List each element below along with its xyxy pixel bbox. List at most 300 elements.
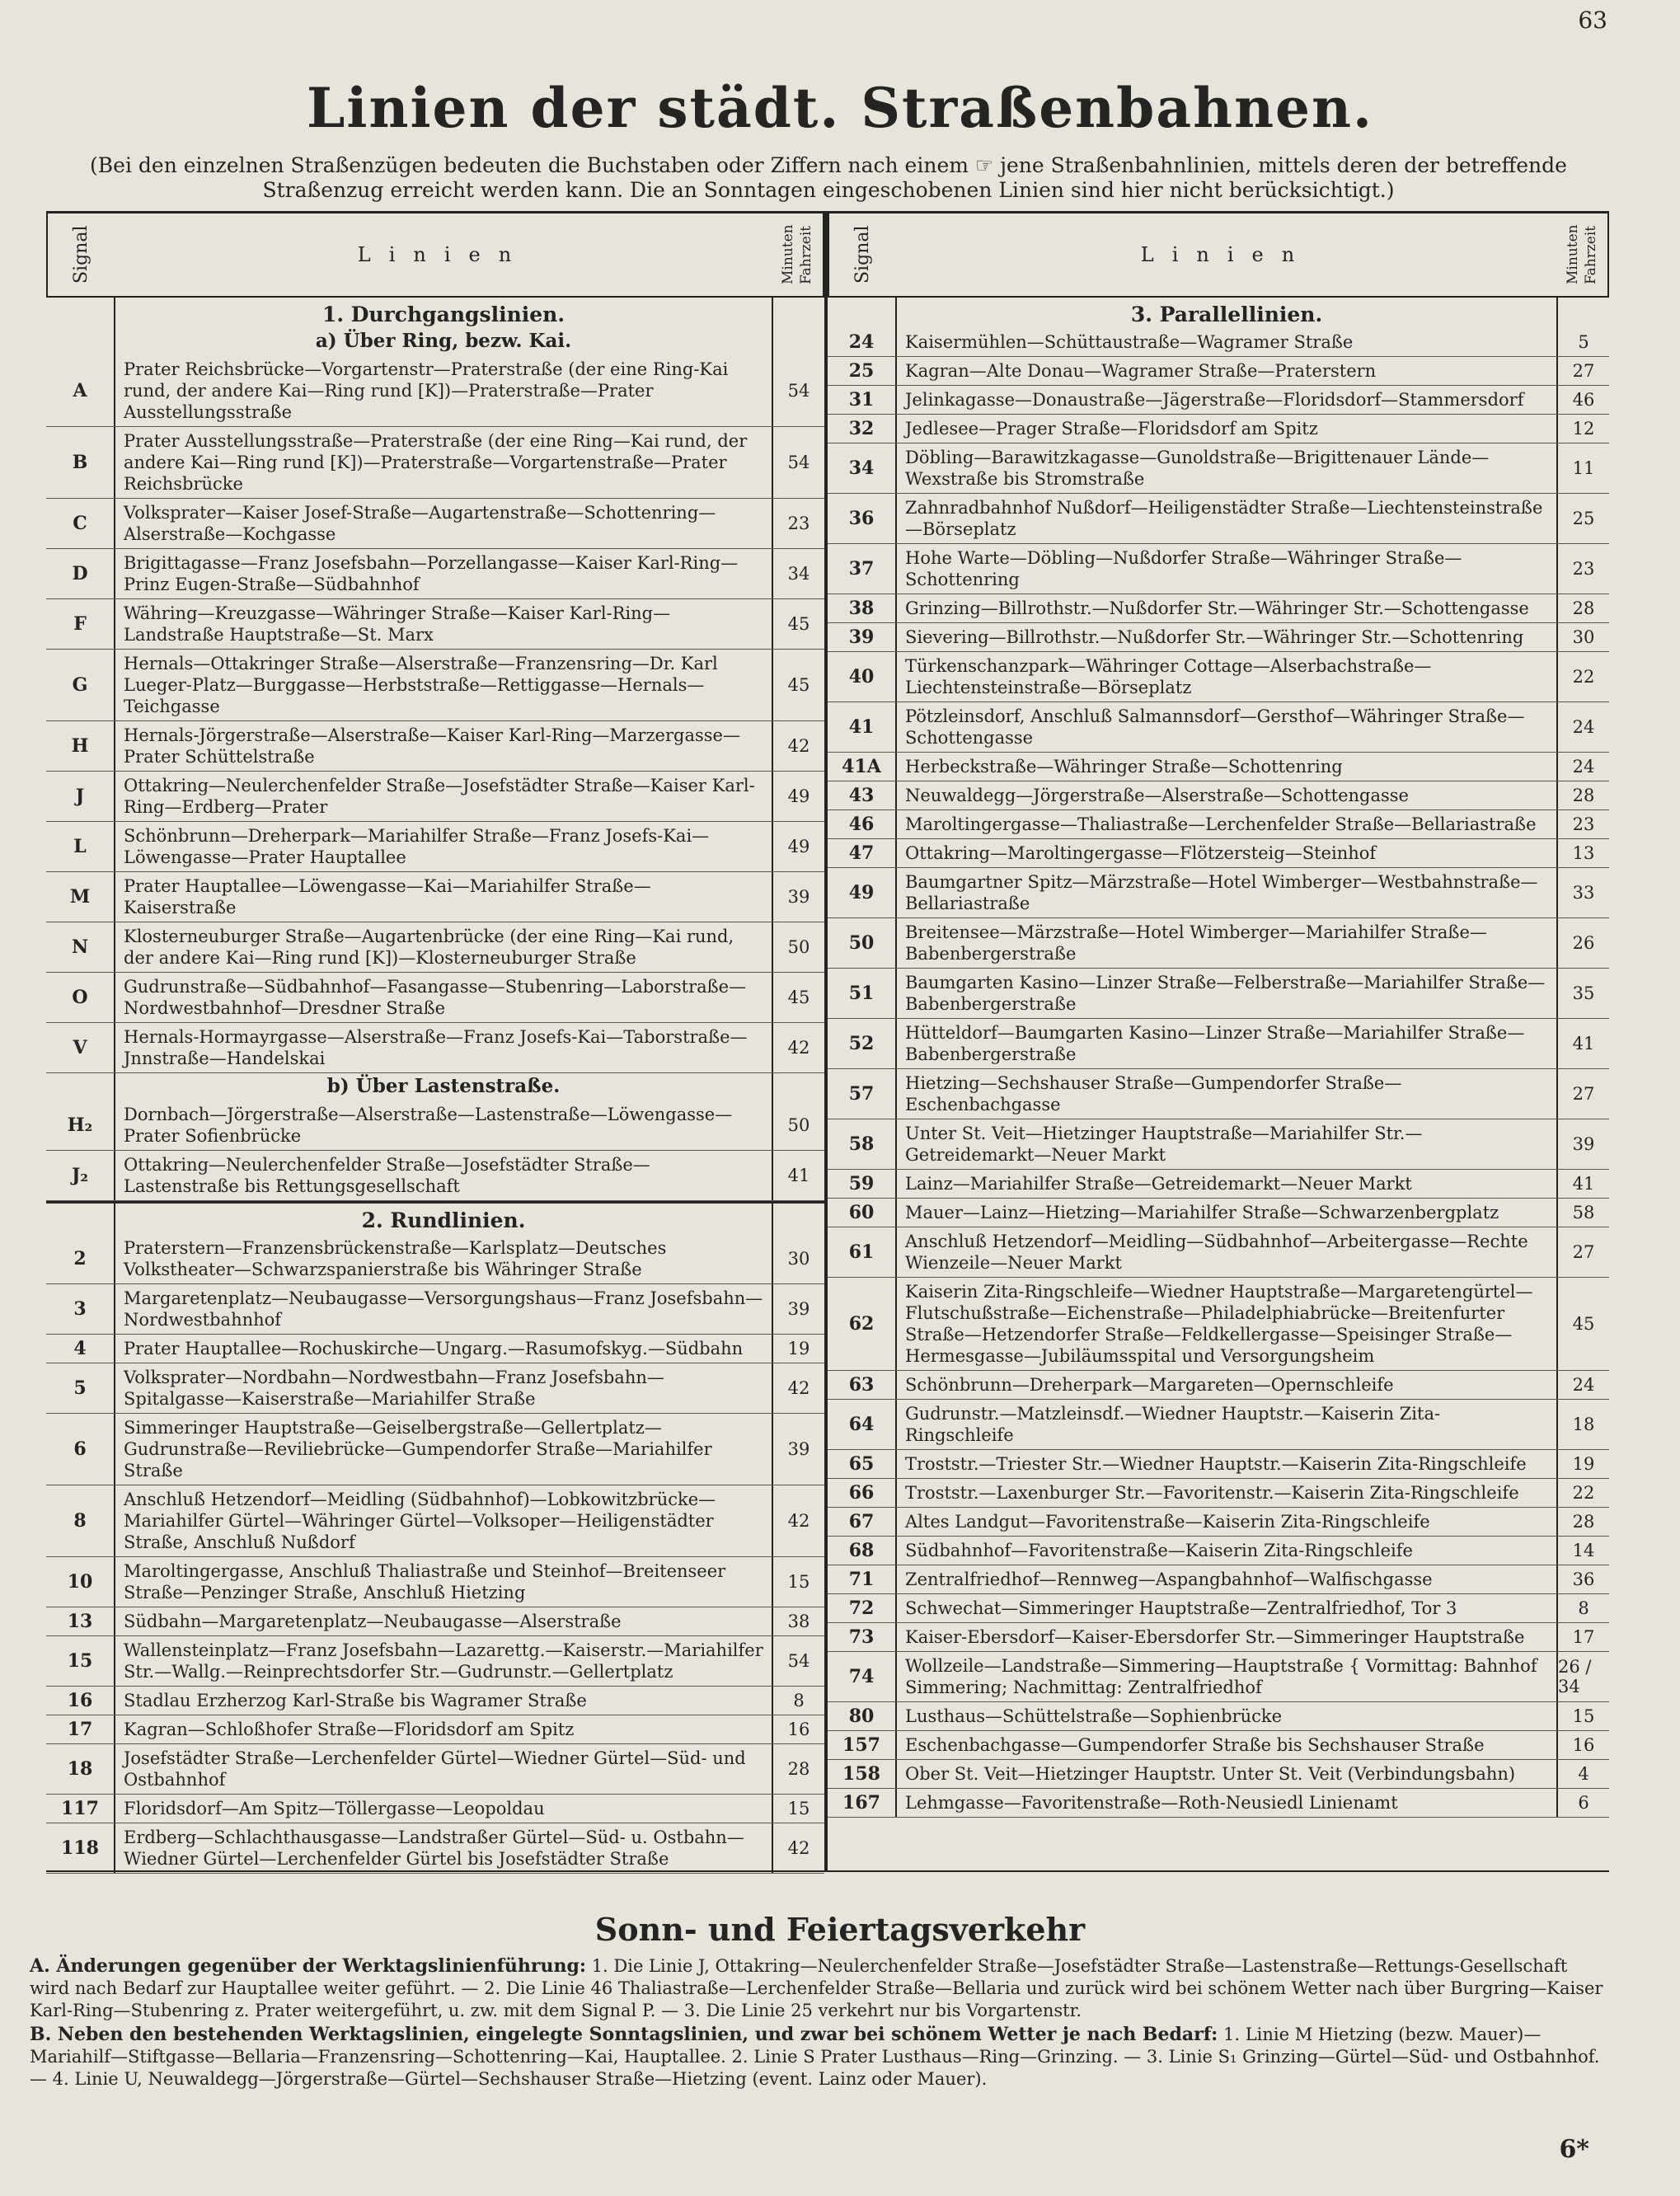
subsection-heading: b) Über Lastenstraße. bbox=[326, 1075, 561, 1097]
line-minutes: 15 bbox=[772, 1557, 824, 1607]
line-route: Hernals-Jörgerstraße—Alserstraße—Kaiser Karl-Ring—Marzergasse—Prater Schüttelstraße bbox=[124, 725, 740, 767]
table-row bbox=[828, 1199, 1609, 1227]
line-route: Schönbrunn—Dreherpark—Margareten—Opernschleife bbox=[905, 1375, 1394, 1395]
page-number: 63 bbox=[1578, 7, 1607, 34]
table-row bbox=[828, 753, 1609, 781]
line-route: Herbeckstraße—Währinger Straße—Schottenring bbox=[905, 757, 1343, 777]
line-route: Ottakring—Neulerchenfelder Straße—Josefstädter Straße—Kaiser Karl-Ring—Erdberg—Prater bbox=[124, 776, 755, 817]
table-row bbox=[46, 1557, 824, 1607]
line-route: Grinzing—Billrothstr.—Nußdorfer Str.—Währinger Str.—Schottengasse bbox=[905, 598, 1529, 618]
line-minutes: 8 bbox=[1556, 1594, 1609, 1622]
line-signal: 25 bbox=[828, 357, 897, 385]
line-route: Maroltingergasse—Thaliastraße—Lerchenfelder Straße—Bellariastraße bbox=[905, 814, 1537, 834]
line-signal: 6 bbox=[46, 1414, 115, 1485]
line-minutes: 30 bbox=[1556, 623, 1609, 651]
line-minutes: 23 bbox=[1556, 544, 1609, 594]
table-row bbox=[828, 1450, 1609, 1479]
line-route: Kaiserin Zita-Ringschleife—Wiedner Hauptstraße—Margaretengürtel—Flutschußstraße—Eichenstraße—Philadelphiabrücke—Breitenfurter Straße—Hetzendorfer Straße—Feldkellergasse—Speisinger Straße—Hermesgasse—Jubiläumsspital und Versorgungsheim bbox=[905, 1282, 1533, 1366]
header-minuten: Minuten Fahrzeit bbox=[1556, 214, 1609, 296]
line-route: Jelinkagasse—Donaustraße—Jägerstraße—Floridsdorf—Stammersdorf bbox=[905, 390, 1524, 410]
line-route: Südbahnhof—Favoritenstraße—Kaiserin Zita-Ringschleife bbox=[905, 1541, 1413, 1560]
line-signal: 158 bbox=[828, 1760, 897, 1788]
header-signal: Signal bbox=[46, 214, 115, 296]
table-row bbox=[46, 1151, 824, 1201]
section-heading-row bbox=[46, 1204, 824, 1234]
table-row bbox=[828, 1019, 1609, 1069]
table-row bbox=[828, 594, 1609, 623]
line-signal: 32 bbox=[828, 415, 897, 443]
line-signal: V bbox=[46, 1023, 115, 1072]
table-row bbox=[46, 1744, 824, 1795]
line-route: Ober St. Veit—Hietzinger Hauptstr. Unter St. Veit (Verbindungsbahn) bbox=[905, 1764, 1516, 1784]
line-minutes: 12 bbox=[1556, 415, 1609, 443]
line-minutes: 28 bbox=[772, 1744, 824, 1794]
line-route: Baumgarten Kasino—Linzer Straße—Felberstraße—Mariahilfer Straße—Babenbergerstraße bbox=[905, 973, 1546, 1014]
line-signal: 49 bbox=[828, 868, 897, 917]
line-signal: H₂ bbox=[46, 1100, 115, 1150]
line-route: Pötzleinsdorf, Anschluß Salmannsdorf—Gersthof—Währinger Straße—Schottengasse bbox=[905, 706, 1525, 748]
line-signal: 41 bbox=[828, 702, 897, 752]
line-signal: 39 bbox=[828, 623, 897, 651]
line-route: Hernals-Hormayrgasse—Alserstraße—Franz Josefs-Kai—Taborstraße—Jnnstraße—Handelskai bbox=[124, 1027, 748, 1068]
line-minutes: 28 bbox=[1556, 1508, 1609, 1536]
table-row bbox=[828, 839, 1609, 868]
line-minutes: 49 bbox=[772, 822, 824, 871]
line-route: Gudrunstraße—Südbahnhof—Fasangasse—Stubenring—Laborstraße—Nordwestbahnhof—Dresdner Straße bbox=[124, 977, 747, 1018]
line-route: Kaiser-Ebersdorf—Kaiser-Ebersdorfer Str.—Simmeringer Hauptstraße bbox=[905, 1627, 1525, 1647]
line-route: Josefstädter Straße—Lerchenfelder Gürtel—Wiedner Gürtel—Süd- und Ostbahnhof bbox=[124, 1748, 746, 1790]
table-row bbox=[828, 544, 1609, 594]
table-row bbox=[46, 1234, 824, 1284]
line-route: Südbahn—Margaretenplatz—Neubaugasse—Alserstraße bbox=[124, 1612, 622, 1631]
line-signal: L bbox=[46, 822, 115, 871]
line-minutes: 42 bbox=[772, 1363, 824, 1413]
table-row bbox=[46, 499, 824, 549]
table-row bbox=[828, 781, 1609, 810]
header-signal: Signal bbox=[828, 214, 897, 296]
line-minutes: 24 bbox=[1556, 702, 1609, 752]
line-signal: 34 bbox=[828, 443, 897, 493]
line-route: Maroltingergasse, Anschluß Thaliastraße und Steinhof—Breitenseer Straße—Penzinger Straße, Anschluß Hietzing bbox=[124, 1561, 726, 1602]
line-signal: N bbox=[46, 922, 115, 972]
table-row bbox=[46, 1335, 824, 1363]
table-row bbox=[46, 721, 824, 772]
header-linien: Linien bbox=[1140, 243, 1313, 266]
section-heading: 2. Rundlinien. bbox=[361, 1208, 526, 1232]
line-minutes: 42 bbox=[772, 1023, 824, 1072]
line-route: Gudrunstr.—Matzleinsdf.—Wiedner Hauptstr.—Kaiserin Zita-Ringschleife bbox=[905, 1404, 1441, 1445]
line-route: Kagran—Alte Donau—Wagramer Straße—Praterstern bbox=[905, 361, 1377, 381]
line-minutes: 26 bbox=[1556, 918, 1609, 968]
line-route: Wallensteinplatz—Franz Josefsbahn—Lazarettg.—Kaiserstr.—Mariahilfer Str.—Wallg.—Reinprechtsdorfer Str.—Gudrunstr.—Gellertplatz bbox=[124, 1640, 763, 1682]
line-minutes: 25 bbox=[1556, 494, 1609, 543]
line-route: Jedlesee—Prager Straße—Floridsdorf am Spitz bbox=[905, 419, 1318, 439]
line-signal: 63 bbox=[828, 1371, 897, 1399]
section-heading-row bbox=[46, 1073, 824, 1100]
line-signal: F bbox=[46, 599, 115, 649]
sonntag-heading: Sonn- und Feiertagsverkehr bbox=[594, 1911, 1086, 1948]
line-route: Schwechat—Simmeringer Hauptstraße—Zentralfriedhof, Tor 3 bbox=[905, 1598, 1457, 1618]
line-minutes: 41 bbox=[772, 1151, 824, 1200]
line-route: Praterstern—Franzensbrückenstraße—Karlsplatz—Deutsches Volkstheater—Schwarzspanierstraße bis Währinger Straße bbox=[124, 1238, 667, 1279]
table-row bbox=[828, 415, 1609, 443]
table-row bbox=[828, 1400, 1609, 1450]
right-header bbox=[828, 214, 1609, 298]
line-signal: 15 bbox=[46, 1636, 115, 1686]
table-row bbox=[828, 1278, 1609, 1371]
line-signal: 3 bbox=[46, 1284, 115, 1334]
line-signal: A bbox=[46, 355, 115, 426]
table-row bbox=[46, 822, 824, 872]
line-signal: 43 bbox=[828, 781, 897, 809]
line-signal: 17 bbox=[46, 1715, 115, 1743]
table-row bbox=[46, 1715, 824, 1744]
line-route: Volksprater—Nordbahn—Nordwestbahn—Franz Josefsbahn—Spitalgasse—Kaiserstraße—Mariahilfer Straße bbox=[124, 1368, 664, 1409]
line-minutes: 50 bbox=[772, 1100, 824, 1150]
table-row bbox=[828, 918, 1609, 969]
line-route: Wollzeile—Landstraße—Simmering—Hauptstraße { Vormittag: Bahnhof Simmering; Nachmittag: Zentralfriedhof bbox=[905, 1656, 1537, 1697]
line-signal: 40 bbox=[828, 652, 897, 702]
note-text: 1. Linie M Hietzing (bezw. Mauer)—Mariahilf—Stiftgasse—Bellaria—Franzensring—Schottenring—Kai, Hauptallee. 2. Linie S Prater Lusthaus—Ring—Grinzing. — 3. Linie S₁ Grinzing—Gürtel—Süd- und Ostbahnhof. — 4. Linie U, Neuwaldegg—Jörgerstraße—Gürtel—Sechshauser Straße—Hietzing (event. Lainz oder Mauer). bbox=[30, 2025, 1600, 2089]
line-minutes: 15 bbox=[772, 1795, 824, 1823]
line-signal: J₂ bbox=[46, 1151, 115, 1200]
line-minutes: 46 bbox=[1556, 386, 1609, 414]
line-signal: 13 bbox=[46, 1607, 115, 1635]
line-minutes: 23 bbox=[1556, 810, 1609, 838]
line-minutes: 24 bbox=[1556, 1371, 1609, 1399]
table-row bbox=[828, 1594, 1609, 1623]
line-route: Ottakring—Neulerchenfelder Straße—Josefstädter Straße—Lastenstraße bis Rettungsgesellschaft bbox=[124, 1155, 650, 1196]
table-row bbox=[828, 1119, 1609, 1170]
line-signal: 47 bbox=[828, 839, 897, 867]
table-row bbox=[828, 1623, 1609, 1652]
line-signal: 65 bbox=[828, 1450, 897, 1478]
line-route: Lehmgasse—Favoritenstraße—Roth-Neusiedl Linienamt bbox=[905, 1793, 1398, 1813]
intro-text: (Bei den einzelnen Straßenzügen bedeuten die Buchstaben oder Ziffern nach einem ☞ jene Straßenbahnlinien, mittels deren der betreffende Straßenzug erreicht werden kann. Die an Sonntagen eingeschobenen Linien sind hier nicht berücksichtigt.) bbox=[90, 153, 1567, 202]
table-row bbox=[828, 1371, 1609, 1400]
header-minuten: Minuten Fahrzeit bbox=[772, 214, 824, 296]
line-route: Ottakring—Maroltingergasse—Flötzersteig—Steinhof bbox=[905, 843, 1377, 863]
line-signal: 167 bbox=[828, 1789, 897, 1817]
table-row bbox=[46, 1414, 824, 1485]
line-minutes: 36 bbox=[1556, 1565, 1609, 1593]
table-row bbox=[46, 1687, 824, 1715]
line-route: Hohe Warte—Döbling—Nußdorfer Straße—Währinger Straße—Schottenring bbox=[905, 548, 1462, 589]
line-route: Hernals—Ottakringer Straße—Alserstraße—Franzensring—Dr. Karl Lueger-Platz—Burggasse—Herbststraße—Rettiggasse—Hernals—Teichgasse bbox=[124, 654, 718, 716]
line-minutes: 27 bbox=[1556, 1227, 1609, 1277]
table-row bbox=[46, 355, 824, 427]
line-signal: M bbox=[46, 872, 115, 922]
table-row bbox=[828, 1652, 1609, 1702]
line-route: Simmeringer Hauptstraße—Geiselbergstraße—Gellertplatz—Gudrunstraße—Reviliebrücke—Gumpendorfer Straße—Mariahilfer Straße bbox=[124, 1418, 712, 1480]
line-minutes: 27 bbox=[1556, 1069, 1609, 1119]
note-a bbox=[30, 1955, 1609, 2022]
line-signal: 18 bbox=[46, 1744, 115, 1794]
line-route: Mauer—Lainz—Hietzing—Mariahilfer Straße—Schwarzenbergplatz bbox=[905, 1203, 1499, 1222]
line-signal: 157 bbox=[828, 1731, 897, 1759]
table-row bbox=[828, 810, 1609, 839]
line-minutes: 24 bbox=[1556, 753, 1609, 781]
line-minutes: 42 bbox=[772, 1485, 824, 1556]
line-minutes: 42 bbox=[772, 721, 824, 771]
table-row bbox=[828, 1537, 1609, 1565]
rows-parallellinien bbox=[828, 328, 1609, 1818]
line-route: Margaretenplatz—Neubaugasse—Versorgungshaus—Franz Josefsbahn—Nordwestbahnhof bbox=[124, 1288, 763, 1330]
line-route: Prater Reichsbrücke—Vorgartenstr—Praterstraße (der eine Ring-Kai rund, der andere Kai—Ring rund [K])—Praterstraße—Prater Ausstellungsstraße bbox=[124, 359, 729, 422]
line-signal: 38 bbox=[828, 594, 897, 622]
line-signal: 71 bbox=[828, 1565, 897, 1593]
table-row bbox=[828, 386, 1609, 415]
table-row bbox=[46, 772, 824, 822]
line-minutes: 17 bbox=[1556, 1623, 1609, 1651]
line-route: Unter St. Veit—Hietzinger Hauptstraße—Mariahilfer Str.—Getreidemarkt—Neuer Markt bbox=[905, 1124, 1423, 1165]
line-signal: 46 bbox=[828, 810, 897, 838]
line-route: Währing—Kreuzgasse—Währinger Straße—Kaiser Karl-Ring—Landstraße Hauptstraße—St. Marx bbox=[124, 603, 671, 645]
table-row bbox=[828, 1069, 1609, 1119]
line-route: Klosterneuburger Straße—Augartenbrücke (der eine Ring—Kai rund, der andere Kai—Ring rund [K])—Klosterneuburger Straße bbox=[124, 927, 734, 968]
note-b bbox=[30, 2024, 1609, 2090]
line-minutes: 16 bbox=[772, 1715, 824, 1743]
table-row bbox=[46, 1607, 824, 1636]
line-signal: 73 bbox=[828, 1623, 897, 1651]
line-minutes: 16 bbox=[1556, 1731, 1609, 1759]
line-minutes: 54 bbox=[772, 1636, 824, 1686]
line-route: Schönbrunn—Dreherpark—Mariahilfer Straße—Franz Josefs-Kai—Löwengasse—Prater Hauptallee bbox=[124, 826, 710, 867]
page-title: Linien der städt. Straßenbahnen. bbox=[306, 76, 1374, 140]
table-row bbox=[828, 1508, 1609, 1537]
line-signal: 10 bbox=[46, 1557, 115, 1607]
line-signal: 4 bbox=[46, 1335, 115, 1363]
table-row bbox=[46, 599, 824, 650]
line-minutes: 30 bbox=[772, 1234, 824, 1283]
line-route: Breitensee—Märzstraße—Hotel Wimberger—Mariahilfer Straße—Babenbergerstraße bbox=[905, 922, 1487, 964]
table-row bbox=[828, 1479, 1609, 1508]
line-route: Eschenbachgasse—Gumpendorfer Straße bis Sechshauser Straße bbox=[905, 1735, 1485, 1755]
line-signal: J bbox=[46, 772, 115, 821]
section-heading: 3. Parallellinien. bbox=[1130, 303, 1323, 326]
table-row bbox=[46, 650, 824, 721]
line-route: Döbling—Barawitzkagasse—Gunoldstraße—Brigittenauer Lände—Wexstraße bis Stromstraße bbox=[905, 448, 1490, 489]
line-route: Troststr.—Triester Str.—Wiedner Hauptstr.—Kaiserin Zita-Ringschleife bbox=[905, 1454, 1527, 1474]
line-minutes: 13 bbox=[1556, 839, 1609, 867]
line-minutes: 39 bbox=[772, 1284, 824, 1334]
line-signal: 24 bbox=[828, 328, 897, 356]
line-route: Dornbach—Jörgerstraße—Alserstraße—Lastenstraße—Löwengasse—Prater Sofienbrücke bbox=[124, 1105, 733, 1146]
table-row bbox=[828, 1731, 1609, 1760]
table-row bbox=[46, 1636, 824, 1687]
line-minutes: 49 bbox=[772, 772, 824, 821]
line-signal: 51 bbox=[828, 969, 897, 1018]
line-signal: 50 bbox=[828, 918, 897, 968]
line-route: Zentralfriedhof—Rennweg—Aspangbahnhof—Walfischgasse bbox=[905, 1570, 1433, 1589]
line-route: Floridsdorf—Am Spitz—Töllergasse—Leopoldau bbox=[124, 1799, 545, 1818]
line-signal: 59 bbox=[828, 1170, 897, 1198]
line-route: Anschluß Hetzendorf—Meidling—Südbahnhof—Arbeitergasse—Rechte Wienzeile—Neuer Markt bbox=[905, 1232, 1528, 1273]
line-minutes: 50 bbox=[772, 922, 824, 972]
table-row bbox=[828, 357, 1609, 386]
line-minutes: 8 bbox=[772, 1687, 824, 1715]
line-route: Anschluß Hetzendorf—Meidling (Südbahnhof)—Lobkowitzbrücke—Mariahilfer Gürtel—Währinger Gürtel—Volksoper—Heiligenstädter Straße, Anschluß Nußdorf bbox=[124, 1490, 716, 1552]
line-signal: 36 bbox=[828, 494, 897, 543]
line-signal: G bbox=[46, 650, 115, 720]
table-row bbox=[46, 549, 824, 599]
rows-durchgang-ring bbox=[46, 355, 824, 1073]
line-signal: 5 bbox=[46, 1363, 115, 1413]
table-row bbox=[828, 1702, 1609, 1731]
line-minutes: 34 bbox=[772, 549, 824, 598]
table-row bbox=[828, 969, 1609, 1019]
line-minutes: 14 bbox=[1556, 1537, 1609, 1565]
line-minutes: 23 bbox=[772, 499, 824, 548]
rows-durchgang-lasten bbox=[46, 1100, 824, 1204]
line-minutes: 45 bbox=[1556, 1278, 1609, 1370]
line-minutes: 38 bbox=[772, 1607, 824, 1635]
line-minutes: 41 bbox=[1556, 1170, 1609, 1198]
line-signal: D bbox=[46, 549, 115, 598]
line-route: Prater Ausstellungsstraße—Praterstraße (der eine Ring—Kai rund, der andere Kai—Ring rund [K])—Praterstraße—Vorgartenstraße—Prater Reichsbrücke bbox=[124, 431, 748, 494]
left-column bbox=[46, 214, 828, 1870]
line-minutes: 28 bbox=[1556, 594, 1609, 622]
table-row bbox=[46, 872, 824, 922]
right-column bbox=[828, 214, 1609, 1870]
table-row bbox=[828, 1760, 1609, 1789]
line-minutes: 28 bbox=[1556, 781, 1609, 809]
line-minutes: 45 bbox=[772, 973, 824, 1022]
line-minutes: 39 bbox=[1556, 1119, 1609, 1169]
table-row bbox=[828, 1227, 1609, 1278]
line-minutes: 41 bbox=[1556, 1019, 1609, 1068]
line-route: Altes Landgut—Favoritenstraße—Kaiserin Zita-Ringschleife bbox=[905, 1512, 1430, 1532]
note-text: 1. Die Linie J, Ottakring—Neulerchenfelder Straße—Josefstädter Straße—Lastenstraße—Rettungs-Gesellschaft wird nach Bedarf zur Hauptallee weiter geführt. — 2. Die Linie 46 Thaliastraße—Lerchenfelder Straße—Bellaria und zurück wird bei schönem Wetter nach über Burgring—Kaiser Karl-Ring—Stubenring z. Prater weitergeführt, u. zw. mit dem Signal P. — 3. Die Linie 25 verkehrt nur bis Vorgartenstr. bbox=[30, 1956, 1603, 2020]
table-row bbox=[46, 1023, 824, 1073]
line-minutes: 39 bbox=[772, 872, 824, 922]
line-route: Hietzing—Sechshauser Straße—Gumpendorfer Straße—Eschenbachgasse bbox=[905, 1073, 1402, 1114]
line-signal: 60 bbox=[828, 1199, 897, 1227]
table-row bbox=[46, 922, 824, 973]
line-signal: 62 bbox=[828, 1278, 897, 1370]
signature-mark: 6* bbox=[1559, 2135, 1589, 2164]
line-signal: 80 bbox=[828, 1702, 897, 1730]
note-label: A. Änderungen gegenüber der Werktagslinienführung: bbox=[30, 1955, 586, 1977]
line-signal: 52 bbox=[828, 1019, 897, 1068]
table-row bbox=[46, 1823, 824, 1874]
line-route: Kaisermühlen—Schüttaustraße—Wagramer Straße bbox=[905, 332, 1354, 352]
table-row bbox=[46, 973, 824, 1023]
table-row bbox=[828, 328, 1609, 357]
table-row bbox=[828, 1789, 1609, 1818]
subsection-heading: a) Über Ring, bezw. Kai. bbox=[315, 330, 572, 352]
line-minutes: 19 bbox=[772, 1335, 824, 1363]
line-signal: 117 bbox=[46, 1795, 115, 1823]
line-route: Baumgartner Spitz—Märzstraße—Hotel Wimberger—Westbahnstraße—Bellariastraße bbox=[905, 872, 1538, 913]
line-minutes: 35 bbox=[1556, 969, 1609, 1018]
line-minutes: 58 bbox=[1556, 1199, 1609, 1227]
line-route: Volksprater—Kaiser Josef-Straße—Augartenstraße—Schottenring—Alserstraße—Kochgasse bbox=[124, 503, 716, 544]
table-row bbox=[828, 623, 1609, 652]
table-row bbox=[46, 1284, 824, 1335]
line-minutes: 33 bbox=[1556, 868, 1609, 917]
section-heading-row bbox=[828, 298, 1609, 328]
line-minutes: 45 bbox=[772, 650, 824, 720]
line-signal: C bbox=[46, 499, 115, 548]
table-row bbox=[46, 1100, 824, 1151]
line-minutes: 15 bbox=[1556, 1702, 1609, 1730]
line-minutes: 45 bbox=[772, 599, 824, 649]
table-row bbox=[828, 652, 1609, 702]
line-route: Lusthaus—Schüttelstraße—Sophienbrücke bbox=[905, 1706, 1283, 1726]
line-route: Türkenschanzpark—Währinger Cottage—Alserbachstraße—Liechtensteinstraße—Börseplatz bbox=[905, 656, 1432, 697]
line-minutes: 5 bbox=[1556, 328, 1609, 356]
table-row bbox=[46, 427, 824, 499]
table-row bbox=[828, 494, 1609, 544]
line-minutes: 22 bbox=[1556, 652, 1609, 702]
line-minutes: 22 bbox=[1556, 1479, 1609, 1507]
line-route: Zahnradbahnhof Nußdorf—Heiligenstädter Straße—Liechtensteinstraße—Börseplatz bbox=[905, 498, 1543, 539]
line-signal: O bbox=[46, 973, 115, 1022]
line-signal: 64 bbox=[828, 1400, 897, 1449]
section-heading-row bbox=[46, 298, 824, 355]
line-signal: 8 bbox=[46, 1485, 115, 1556]
line-minutes: 54 bbox=[772, 355, 824, 426]
line-route: Neuwaldegg—Jörgerstraße—Alserstraße—Schottengasse bbox=[905, 786, 1409, 805]
note-label: B. Neben den bestehenden Werktagslinien, eingelegte Sonntagslinien, und zwar bei schönem Wetter je nach Bedarf: bbox=[30, 2024, 1218, 2045]
line-route: Sievering—Billrothstr.—Nußdorfer Str.—Währinger Str.—Schottenring bbox=[905, 627, 1524, 647]
table-row bbox=[828, 1565, 1609, 1594]
line-signal: B bbox=[46, 427, 115, 498]
line-minutes: 39 bbox=[772, 1414, 824, 1485]
sonntag-notes bbox=[30, 1955, 1609, 2092]
line-signal: 41A bbox=[828, 753, 897, 781]
line-minutes: 54 bbox=[772, 427, 824, 498]
line-minutes: 6 bbox=[1556, 1789, 1609, 1817]
table-row bbox=[828, 443, 1609, 494]
table-row bbox=[828, 702, 1609, 753]
line-signal: 61 bbox=[828, 1227, 897, 1277]
left-header bbox=[46, 214, 824, 298]
table-row bbox=[828, 868, 1609, 918]
rows-rundlinien bbox=[46, 1234, 824, 1874]
line-signal: 118 bbox=[46, 1823, 115, 1873]
line-signal: 68 bbox=[828, 1537, 897, 1565]
table-row bbox=[46, 1485, 824, 1557]
line-signal: 74 bbox=[828, 1652, 897, 1701]
line-route: Kagran—Schloßhofer Straße—Floridsdorf am Spitz bbox=[124, 1720, 575, 1739]
line-route: Prater Hauptallee—Rochuskirche—Ungarg.—Rasumofskyg.—Südbahn bbox=[124, 1339, 744, 1358]
line-signal: 58 bbox=[828, 1119, 897, 1169]
line-signal: 31 bbox=[828, 386, 897, 414]
header-linien: Linien bbox=[357, 243, 530, 266]
line-signal: 66 bbox=[828, 1479, 897, 1507]
line-minutes: 18 bbox=[1556, 1400, 1609, 1449]
line-minutes: 42 bbox=[772, 1823, 824, 1873]
line-signal: H bbox=[46, 721, 115, 771]
line-signal: 67 bbox=[828, 1508, 897, 1536]
line-signal: 57 bbox=[828, 1069, 897, 1119]
line-route: Lainz—Mariahilfer Straße—Getreidemarkt—Neuer Markt bbox=[905, 1174, 1412, 1194]
line-signal: 72 bbox=[828, 1594, 897, 1622]
table-row bbox=[828, 1170, 1609, 1199]
line-minutes: 27 bbox=[1556, 357, 1609, 385]
table-row bbox=[46, 1795, 824, 1823]
line-minutes: 19 bbox=[1556, 1450, 1609, 1478]
line-signal: 37 bbox=[828, 544, 897, 594]
line-route: Brigittagasse—Franz Josefsbahn—Porzellangasse—Kaiser Karl-Ring—Prinz Eugen-Straße—Südbahnhof bbox=[124, 553, 739, 594]
line-minutes: 11 bbox=[1556, 443, 1609, 493]
lines-table bbox=[46, 211, 1609, 1872]
line-minutes: 26 / 34 bbox=[1556, 1652, 1609, 1701]
line-route: Prater Hauptallee—Löwengasse—Kai—Mariahilfer Straße—Kaiserstraße bbox=[124, 876, 651, 917]
line-route: Troststr.—Laxenburger Str.—Favoritenstr.—Kaiserin Zita-Ringschleife bbox=[905, 1483, 1519, 1503]
